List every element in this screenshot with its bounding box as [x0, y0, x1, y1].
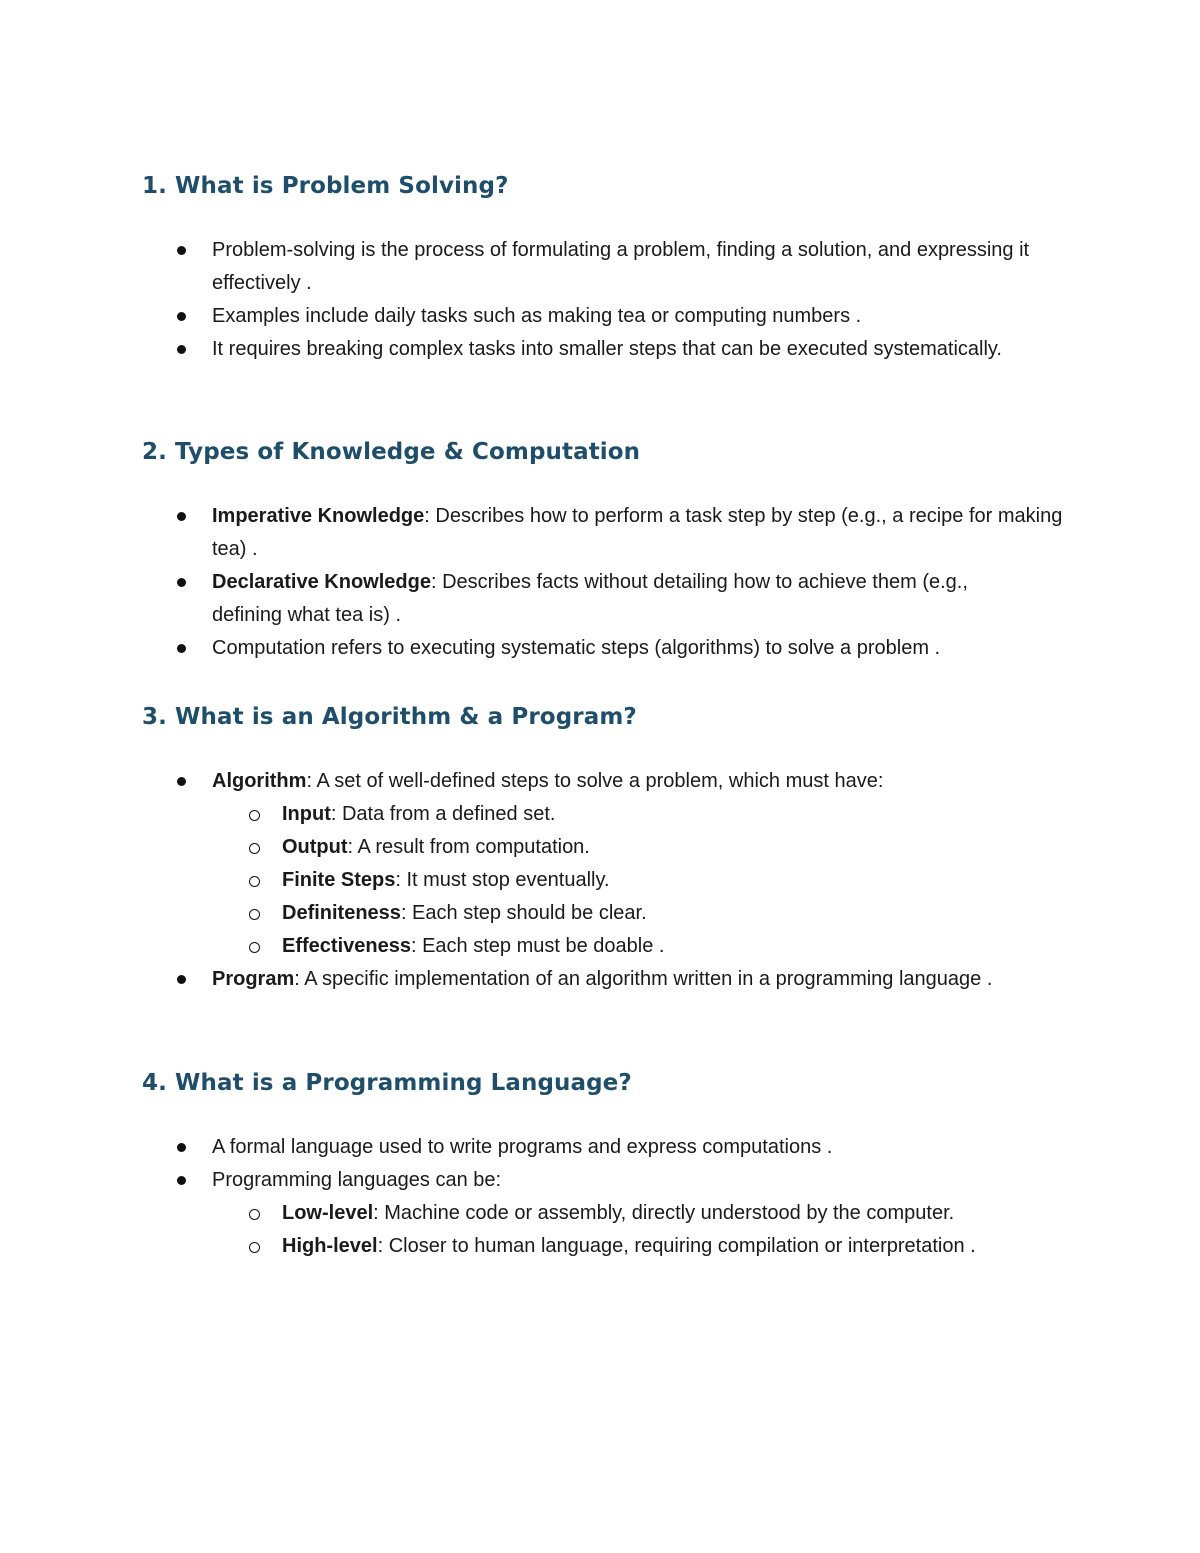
item-text: Programming languages can be:: [212, 1169, 502, 1191]
item-term: Algorithm: [212, 770, 307, 792]
section-problem-solving: [142, 171, 1102, 366]
sub-list: [212, 798, 1102, 963]
item-text: Computation refers to executing systematic steps (algorithms) to solve a problem .: [212, 637, 941, 659]
sub-list-item: [212, 930, 1102, 963]
item-text: It requires breaking complex tasks into smaller steps that can be executed systematically.: [212, 338, 1002, 360]
list-item: [142, 300, 1102, 333]
circle-bullet-icon: [249, 1209, 260, 1220]
list-item: [142, 765, 1102, 963]
item-term: Declarative Knowledge: [212, 571, 431, 593]
bullet-icon: [177, 578, 186, 587]
sub-list-item: [212, 831, 1102, 864]
item-term: Program: [212, 968, 295, 990]
section-programming-language: [142, 1068, 1102, 1263]
item-text: : Machine code or assembly, directly understood by the computer.: [373, 1202, 955, 1224]
item-text: : A result from computation.: [347, 836, 590, 858]
bullet-icon: [177, 345, 186, 354]
item-text: : A set of well-defined steps to solve a problem, which must have:: [306, 770, 884, 792]
bullet-icon: [177, 1176, 186, 1185]
item-text: : Each step should be clear.: [400, 902, 647, 924]
list-item: [142, 963, 1032, 996]
bullet-icon: [177, 777, 186, 786]
circle-bullet-icon: [249, 810, 260, 821]
item-term: Imperative Knowledge: [212, 505, 425, 527]
circle-bullet-icon: [249, 843, 260, 854]
section-heading: 1. What is Problem Solving?: [142, 173, 509, 199]
circle-bullet-icon: [249, 942, 260, 953]
bullet-icon: [177, 512, 186, 521]
bullet-list: [142, 500, 1102, 665]
section-heading: 3. What is an Algorithm & a Program?: [142, 704, 637, 730]
item-term: Low-level: [282, 1202, 374, 1224]
list-item: [142, 333, 1042, 366]
item-text: : Data from a defined set.: [330, 803, 556, 825]
list-item: [142, 234, 1032, 300]
item-text: : Describes how to perform a task step by step (e.g., a recipe for making tea) .: [212, 505, 1063, 560]
sub-list-item: [212, 897, 1102, 930]
item-term: Output: [282, 836, 348, 858]
item-text: : It must stop eventually.: [395, 869, 610, 891]
bullet-icon: [177, 312, 186, 321]
item-term: Definiteness: [282, 902, 401, 924]
bullet-list: [142, 1131, 1102, 1263]
item-text: : Closer to human language, requiring compilation or interpretation .: [377, 1235, 976, 1257]
item-text: Examples include daily tasks such as making tea or computing numbers .: [212, 305, 862, 327]
list-item: [142, 1164, 1102, 1263]
section-knowledge-computation: [142, 437, 1102, 665]
item-text: : Each step must be doable .: [410, 935, 665, 957]
section-algorithm-program: [142, 702, 1102, 996]
bullet-icon: [177, 246, 186, 255]
section-heading: 2. Types of Knowledge & Computation: [142, 439, 641, 465]
item-text: : A specific implementation of an algorithm written in a programming language .: [294, 968, 993, 990]
sub-list-item: [212, 864, 1102, 897]
item-term: Effectiveness: [282, 935, 411, 957]
item-term: Input: [282, 803, 331, 825]
circle-bullet-icon: [249, 1242, 260, 1253]
item-term: High-level: [282, 1235, 378, 1257]
sub-list-item: [212, 1197, 1102, 1230]
circle-bullet-icon: [249, 876, 260, 887]
circle-bullet-icon: [249, 909, 260, 920]
item-text: : Describes facts without detailing how to achieve them (e.g., defining what tea is) .: [212, 571, 968, 626]
bullet-icon: [177, 644, 186, 653]
list-item: [142, 1131, 1102, 1164]
bullet-list: [142, 765, 1102, 996]
sub-list: [212, 1197, 1102, 1263]
bullet-icon: [177, 1143, 186, 1152]
sub-list-item: [212, 1230, 1002, 1263]
list-item: [142, 500, 1072, 566]
item-text: A formal language used to write programs and express computations .: [212, 1136, 833, 1158]
sub-list-item: [212, 798, 1102, 831]
item-text: Problem-solving is the process of formulating a problem, finding a solution, and expressing it effectively .: [212, 239, 1030, 294]
list-item: [142, 566, 1042, 632]
section-heading: 4. What is a Programming Language?: [142, 1070, 632, 1096]
bullet-list: [142, 234, 1102, 366]
item-term: Finite Steps: [282, 869, 396, 891]
list-item: [142, 632, 1102, 665]
bullet-icon: [177, 975, 186, 984]
